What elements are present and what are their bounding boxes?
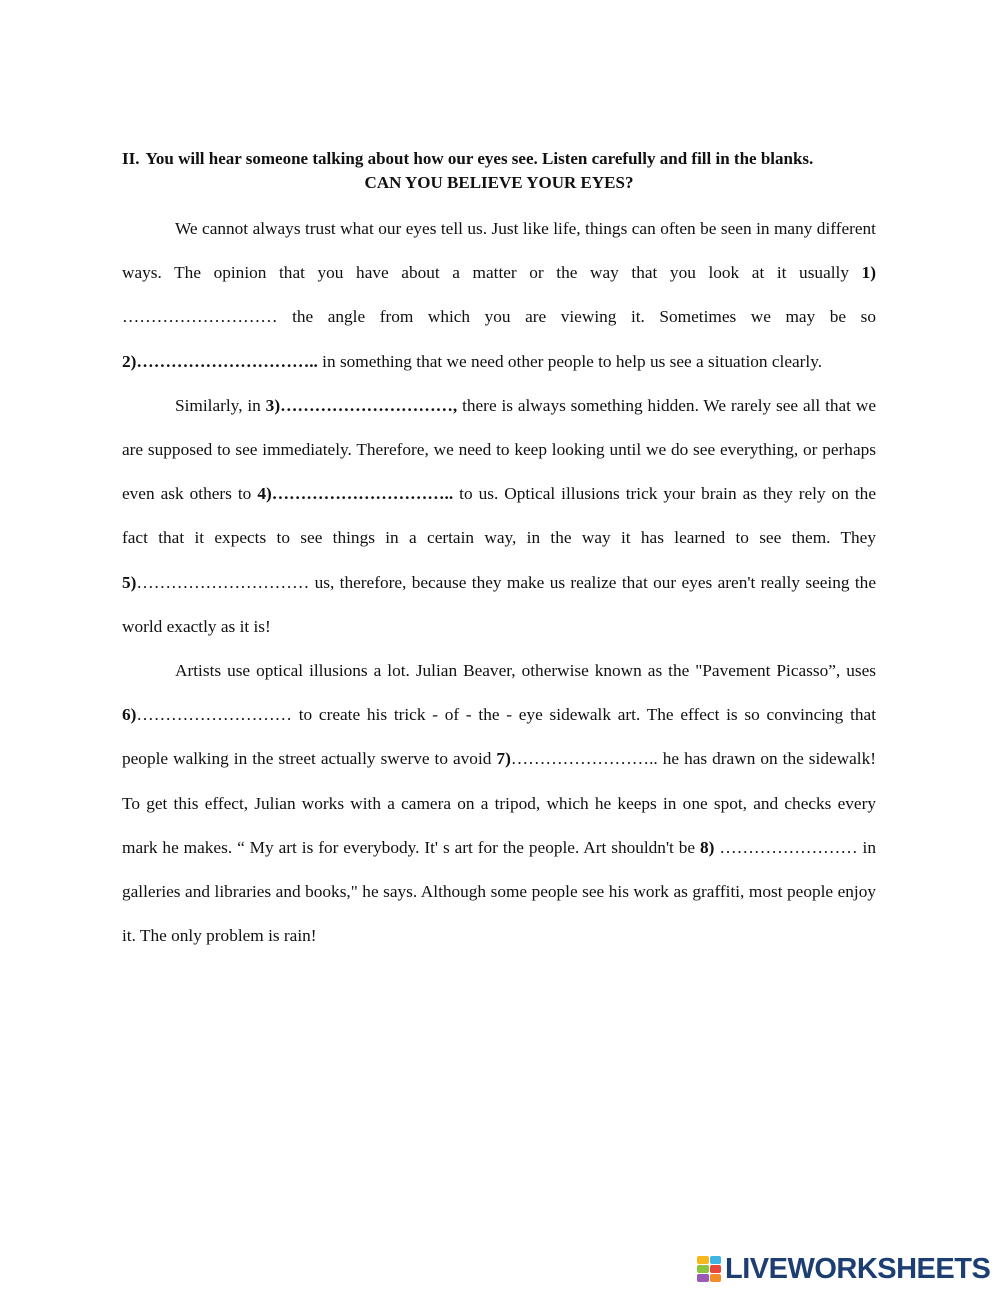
blank-number-4: 4) [257,484,272,504]
logo-block [710,1274,722,1282]
blank-3[interactable]: …………………………, [280,395,458,415]
text-segment: in galleries and libraries and books," he says. Although some people see his work as graffiti, most people enjoy it. The only problem is rain! [122,837,876,946]
passage-body [122,207,876,958]
text-segment: Artists use optical illusions a lot. Julian Beaver, otherwise known as the "Pavement Picasso”, uses [175,661,876,681]
blank-7[interactable]: …………………….. [510,749,658,769]
paragraph-3 [122,649,876,958]
text-segment: the angle from which you are viewing it. Sometimes we may be so [277,307,876,327]
passage-title: CAN YOU BELIEVE YOUR EYES? [364,173,634,192]
blank-2[interactable]: ………………………….. [136,351,318,371]
section-number: II. [122,149,140,168]
text-segment: us, therefore, because they make us realize that our eyes aren't really seeing the world exactly as it is! [122,572,876,636]
blank-5[interactable]: ………………………… [136,572,310,592]
instruction [122,148,876,169]
text-segment: there is always something hidden. We rarely see all that we are supposed to see immediately. Therefore, we need to keep looking until we do see everything, or perhaps even ask others to [122,395,876,504]
blank-4[interactable]: ………………………….. [271,484,454,504]
blank-number-1: 1) [861,263,876,283]
blank-number-7: 7) [496,749,511,769]
paragraph-2 [122,384,876,649]
logo-block [697,1265,709,1273]
logo-block [710,1265,722,1273]
text-segment: to create his trick - of - the - eye sidewalk art. The effect is so convincing that people walking in the street actually swerve to avoid [122,705,876,769]
text-segment: he has drawn on the sidewalk! To get this effect, Julian works with a camera on a tripod, which he keeps in one spot, and checks every mark he makes. “ My art is for everybody. It' s art for the people. Art shouldn't be [122,749,876,857]
blank-number-6: 6) [122,705,137,725]
text-segment: in something that we need other people to help us see a situation clearly. [317,351,823,371]
liveworksheets-logo [697,1254,990,1284]
blank-number-3: 3) [265,395,281,415]
logo-block [710,1256,722,1264]
text-segment: to us. Optical illusions trick your brain as they rely on the fact that it expects to see things in a certain way, in the way it has learned to see them. They [122,484,876,548]
blank-6[interactable]: ……………………… [136,705,292,725]
text-segment: We cannot always trust what our eyes tell us. Just like life, things can often be seen in many different ways. The opinion that you have about a matter or the way that you look at it usually [122,219,876,283]
text-segment: Similarly, in [175,395,266,415]
instruction-text: You will hear someone talking about how our eyes see. Listen carefully and fill in the blanks. [145,149,814,168]
blank-number-8: 8) [700,837,715,857]
logo-block [697,1274,709,1282]
logo-text: LIVEWORKSHEETS [725,1252,991,1285]
blank-number-5: 5) [122,572,137,592]
liveworksheets-logo-icon [697,1256,721,1282]
paragraph-1 [122,207,876,384]
blank-1[interactable]: ……………………… [122,307,278,327]
logo-block [697,1256,709,1264]
blank-8[interactable]: …………………… [714,837,858,857]
worksheet [122,148,876,958]
blank-number-2: 2) [122,351,137,371]
